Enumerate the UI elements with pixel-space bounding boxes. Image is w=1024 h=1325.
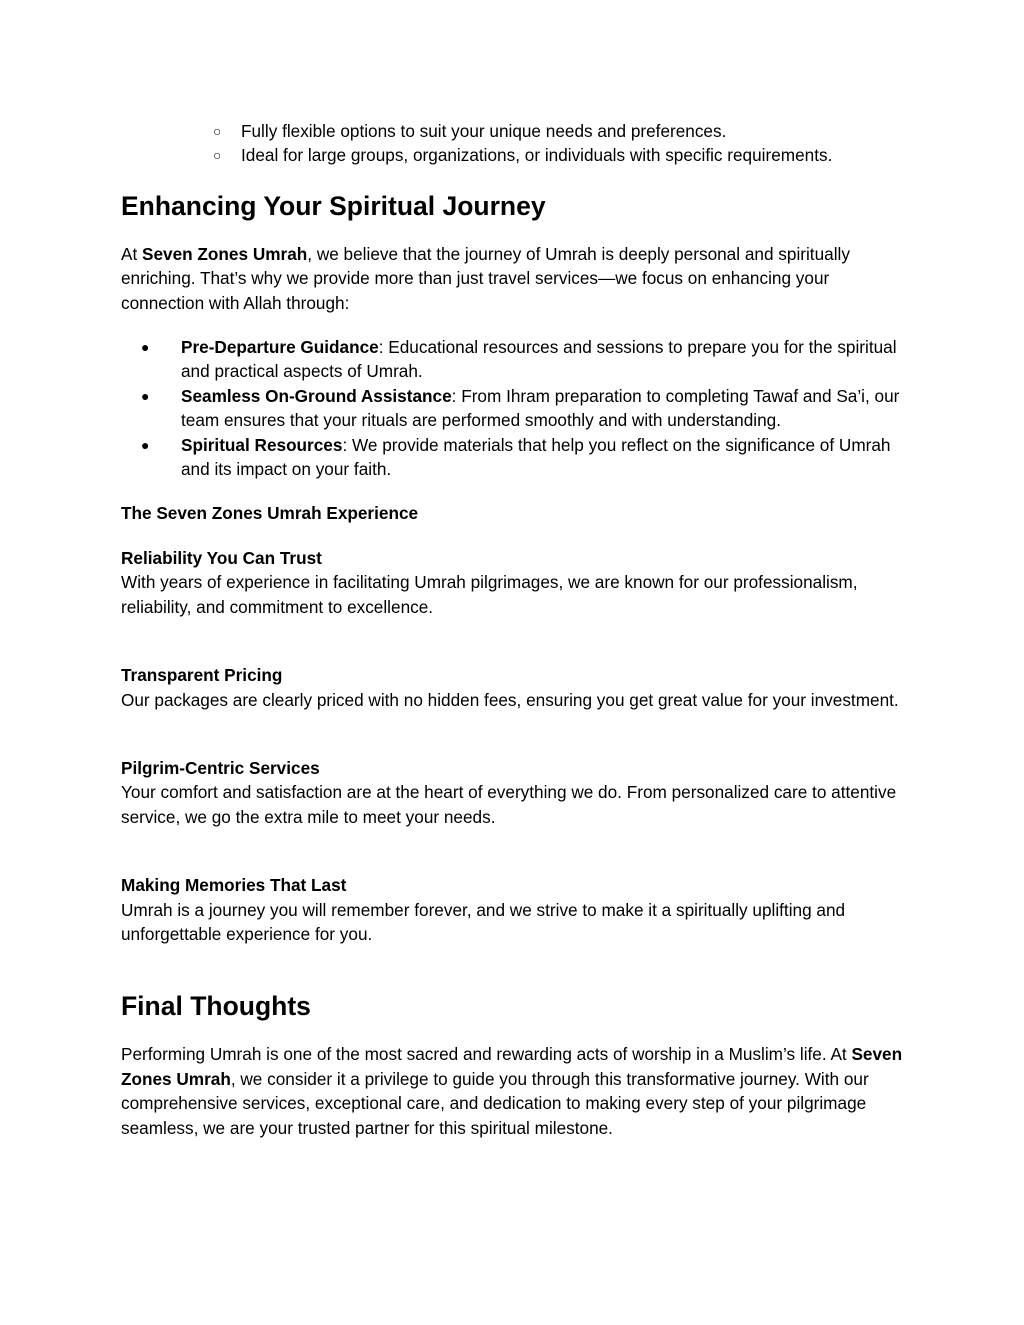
brand-name: Seven Zones Umrah	[121, 1044, 903, 1089]
feature-block	[121, 546, 911, 619]
list-item	[213, 143, 911, 167]
feature-text: Umrah is a journey you will remember forever, and we strive to make it a spiritually uplifting and unforgettable experience for you.	[121, 899, 846, 944]
feature-title: Pilgrim-Centric Services	[121, 757, 320, 778]
feature-title: Reliability You Can Trust	[121, 547, 322, 568]
bullet-icon: ●	[141, 436, 150, 453]
bullet-icon: ●	[141, 339, 150, 356]
bullet-icon: ●	[141, 387, 150, 404]
heading-experience: The Seven Zones Umrah Experience	[121, 503, 419, 524]
list-item	[141, 335, 911, 384]
hollow-circle-bullet-icon: ○	[213, 123, 222, 139]
feature-title: Making Memories That Last	[121, 875, 347, 896]
item-text: : Educational resources and sessions to prepare you for the spiritual and practical aspects of Umrah.	[181, 337, 897, 382]
item-label: Spiritual Resources	[181, 434, 343, 455]
final-paragraph: Performing Umrah is one of the most sacred and rewarding acts of worship in a Muslim’s life. At Seven Zones Umrah, we consider it a privilege to guide you through this transformative journey. With our comprehensive services, exceptional care, and dedication to making every step of your pilgrimage seamless, we are your trusted partner for this spiritual milestone.	[121, 1044, 903, 1138]
item-label: Seamless On-Ground Assistance	[181, 385, 452, 406]
heading-final-thoughts: Final Thoughts	[121, 991, 311, 1022]
spiritual-intro-paragraph: At Seven Zones Umrah, we believe that the journey of Umrah is deeply personal and spiritually enriching. That’s why we provide more than just travel services—we focus on enhancing your connection with Allah through:	[121, 243, 850, 313]
feature-text: Your comfort and satisfaction are at the heart of everything we do. From personalized care to attentive service, we go the extra mile to meet your needs.	[121, 782, 897, 827]
feature-block	[121, 756, 911, 829]
list-item	[141, 433, 911, 482]
list-item	[141, 384, 911, 433]
brand-name: Seven Zones Umrah	[142, 243, 308, 264]
item-text: : From Ihram preparation to completing Tawaf and Sa’i, our team ensures that your rituals are performed smoothly and with understanding.	[181, 385, 900, 431]
item-label: Pre-Departure Guidance	[181, 337, 379, 358]
option-text: Fully flexible options to suit your unique needs and preferences.	[241, 121, 727, 141]
feature-title: Transparent Pricing	[121, 665, 283, 686]
option-text: Ideal for large groups, organizations, or individuals with specific requirements.	[241, 145, 833, 166]
spiritual-services-list	[141, 335, 911, 481]
document-page	[121, 119, 911, 1140]
custom-package-options	[213, 119, 911, 168]
list-item	[213, 119, 911, 143]
feature-text: With years of experience in facilitating Umrah pilgrimages, we are known for our professionalism, reliability, and commitment to excellence.	[121, 572, 858, 617]
feature-text: Our packages are clearly priced with no hidden fees, ensuring you get great value for your investment.	[121, 689, 899, 710]
item-text: : We provide materials that help you reflect on the significance of Umrah and its impact on your faith.	[181, 434, 891, 480]
hollow-circle-bullet-icon: ○	[213, 147, 222, 164]
feature-block	[121, 873, 911, 946]
heading-spiritual-journey: Enhancing Your Spiritual Journey	[121, 190, 546, 221]
feature-block	[121, 663, 911, 712]
